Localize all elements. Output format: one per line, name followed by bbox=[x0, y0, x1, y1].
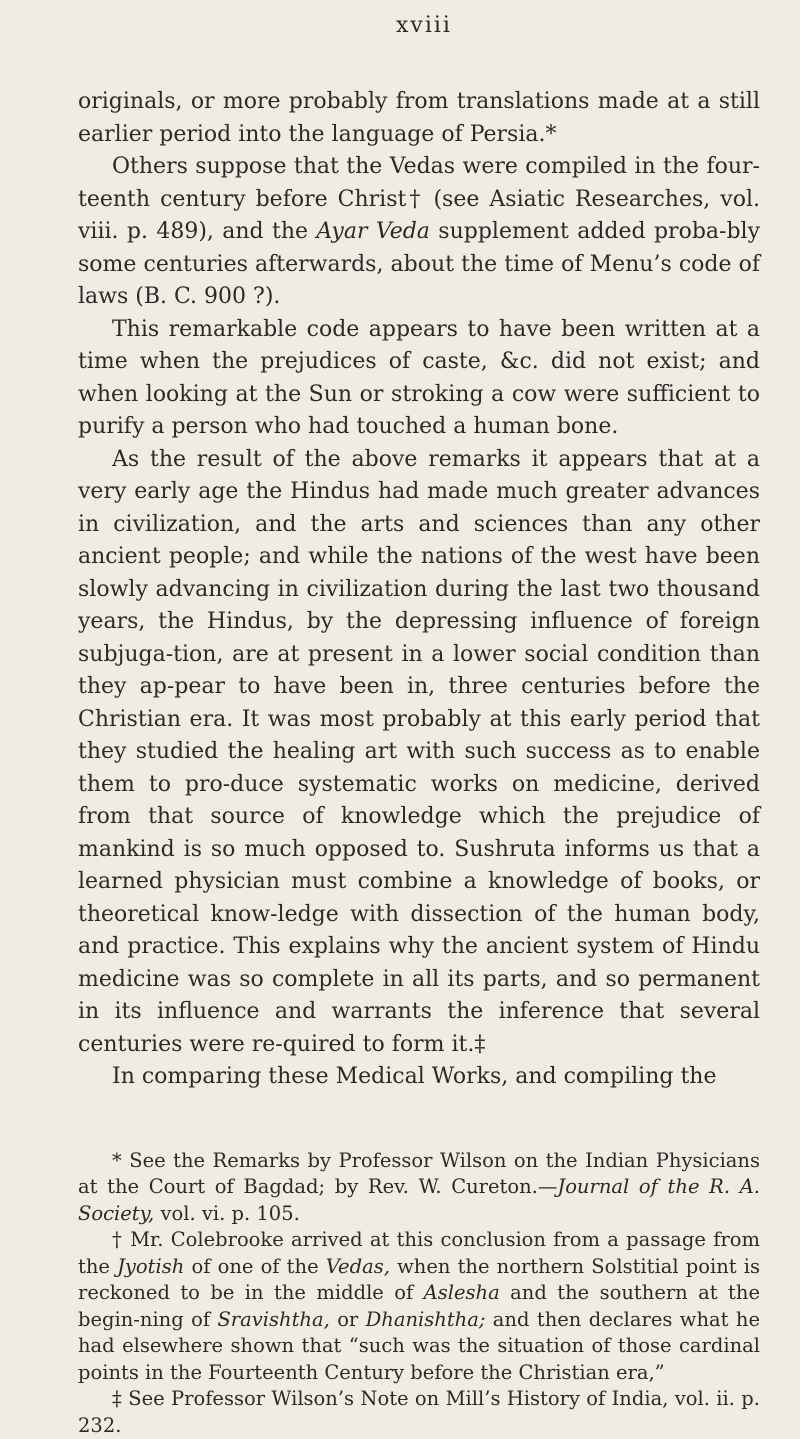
paragraph-2-italic: Ayar Veda bbox=[316, 219, 430, 244]
footnote-2-text-e: or bbox=[330, 1308, 366, 1331]
paragraph-4-text: As the result of the above remarks it appears that at a very early age the Hindus had made much greater advances in civilization, and the arts and sciences than any other ancient people; and while the nations of the west have been slowly advancing in civilization during the last two thousand years, the Hindus, by the depressing influence of foreign subjuga-tion, are at present in a lower social condition than they ap-pear to have been in, three centuries before the Christian era. It was most probably at this early period that they studied the healing art with such success as to enable them to pro-duce systematic works on medicine, derived from that source of knowledge which the prejudice of mankind is so much opposed to. Sushruta informs us that a learned physician must combine a knowledge of books, or theoretical know-ledge with dissection of the human body, and practice. This explains why the ancient system of Hindu medicine was so complete in all its parts, and so permanent in its influence and warrants the inference that several centuries were re-quired to form it. bbox=[78, 447, 760, 1057]
footnote-ref-double-dagger: ‡ bbox=[474, 1032, 485, 1057]
footnote-1-text-a: * See the Remarks by Professor Wilson on the Indian Physicians at the Court of Bagdad; by Rev. W. Cureton.— bbox=[78, 1149, 760, 1199]
footnote-2-italic-2: Vedas, bbox=[326, 1255, 390, 1278]
paragraph-2 bbox=[78, 151, 760, 314]
footnote-ref-dagger: † bbox=[406, 187, 423, 212]
footnote-2-text-d: and the southern at the begin-ning of bbox=[78, 1281, 760, 1331]
footnote-2-italic-5: Dhanishtha; bbox=[366, 1308, 486, 1331]
paragraph-2-text-c: supplement added proba-bly some centuries afterwards, about the time of Menu’s code of laws (B. C. 900 ?). bbox=[78, 219, 760, 309]
paragraph-4 bbox=[78, 444, 760, 1062]
footnote-2-italic-3: Aslesha bbox=[424, 1281, 500, 1304]
footnote-1 bbox=[78, 1148, 760, 1228]
footnote-1-text-b: vol. vi. p. 105. bbox=[154, 1202, 300, 1225]
paragraph-3: This remarkable code appears to have been written at a time when the prejudices of caste, &c. did not exist; and when looking at the Sun or stroking a cow were sufficient to purify a person who had touched a human bone. bbox=[78, 314, 760, 444]
footnote-2-text-a: † Mr. Colebrooke arrived at this conclusion from a passage from the bbox=[78, 1228, 760, 1278]
paragraph-5: In comparing these Medical Works, and compiling the bbox=[78, 1061, 760, 1094]
footnote-2 bbox=[78, 1227, 760, 1386]
paragraph-2-text-b: (see Asiatic Researches, vol. viii. p. 489), and the bbox=[78, 187, 760, 245]
footnote-2-text-f: and then declares what he had elsewhere shown that “such was the situation of those cardinal points in the Fourteenth Century before the Christian era,” bbox=[78, 1308, 760, 1384]
footnote-3: ‡ See Professor Wilson’s Note on Mill’s History of India, vol. ii. p. 232. bbox=[78, 1386, 760, 1439]
body-text bbox=[78, 86, 760, 1094]
footnotes bbox=[78, 1148, 760, 1439]
paragraph-1: originals, or more probably from translations made at a still earlier period into the language of Persia.* bbox=[78, 86, 760, 151]
footnote-1-italic: Journal of the R. A. Society, bbox=[78, 1175, 760, 1225]
footnote-2-italic-4: Sravishtha, bbox=[217, 1308, 329, 1331]
footnote-2-text-b: of one of the bbox=[184, 1255, 325, 1278]
paragraph-2-text-a: Others suppose that the Vedas were compiled in the four-teenth century before Christ bbox=[78, 154, 760, 212]
page-number: xviii bbox=[88, 0, 760, 46]
footnote-2-italic-1: Jyotish bbox=[117, 1255, 184, 1278]
footnote-2-text-c: when the northern Solstitial point is reckoned to be in the middle of bbox=[78, 1255, 760, 1305]
